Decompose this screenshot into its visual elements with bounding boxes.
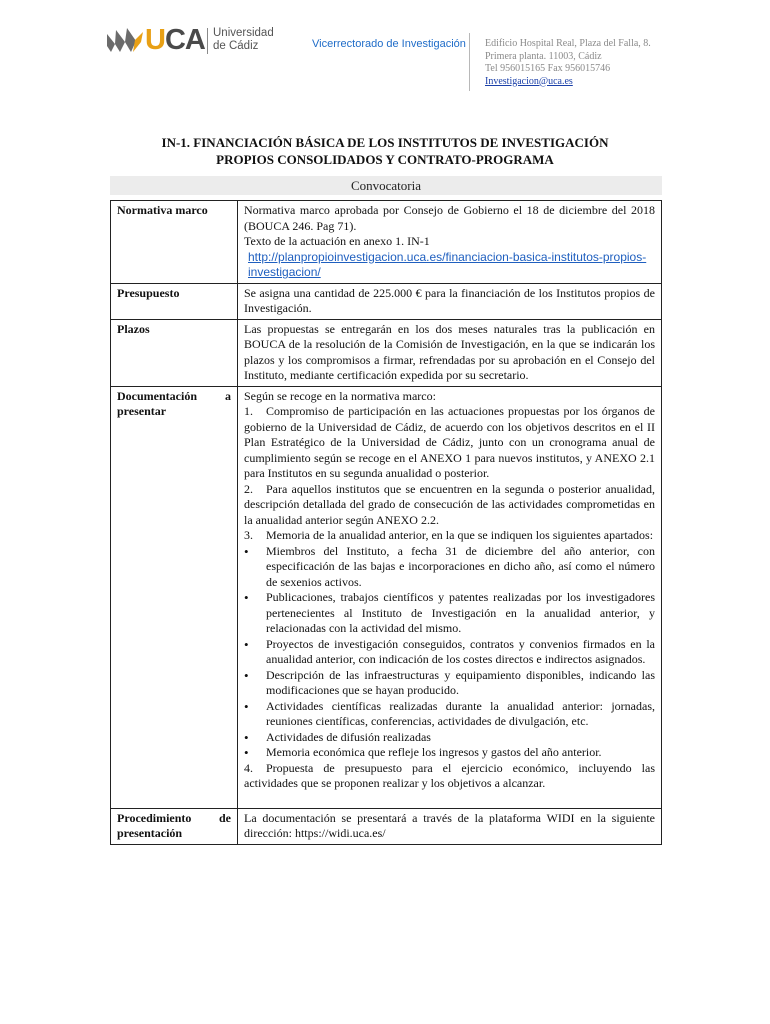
convocatoria-table xyxy=(110,200,662,845)
uca-logo-icon xyxy=(105,26,145,56)
vicerrectorado-link[interactable]: Vicerrectorado de Investigación xyxy=(312,38,466,50)
label-documentacion xyxy=(111,386,238,808)
header-address xyxy=(485,38,651,88)
list-item: • Actividades de difusión realizadas xyxy=(266,730,655,746)
list-item: • Memoria económica que refleje los ingresos y gastos del año anterior. xyxy=(266,745,655,761)
item-1-text: Compromiso de participación en las actuaciones propuestas por los órganos de gobierno de la Universidad de Cádiz, de acuerdo con los objetivos descritos en el II Plan Estratégico de la Universidad de Cádiz, junto con un cronograma anual de cumplimiento según se recoge en el ANEXO 1 para nuevos institutos, y ANEXO 2.1 para Institutos en su segunda anualidad o posterior. xyxy=(244,404,655,480)
title-line-2: PROPIOS CONSOLIDADOS Y CONTRATO-PROGRAMA xyxy=(216,152,554,167)
label-procedimiento-line-1: Procedimiento de xyxy=(117,810,231,825)
value-documentacion xyxy=(238,386,662,808)
title-line-1: IN-1. FINANCIACIÓN BÁSICA DE LOS INSTITUTOS DE INVESTIGACIÓN xyxy=(161,135,609,150)
uca-logo xyxy=(105,22,285,62)
value-plazos: Las propuestas se entregarán en los dos meses naturales tras la publicación en BOUCA de la resolución de la Comisión de Investigación, en la que se indicarán los plazos y los compromisos a firmar, refrendadas por su aprobación en el Consejo del Instituto, mediante certificación expedida por su secretario. xyxy=(238,319,662,386)
address-line-3: Tel 956015165 Fax 956015746 xyxy=(485,63,611,74)
normativa-anexo: Texto de la actuación en anexo 1. IN-1 xyxy=(244,234,430,248)
logo-divider xyxy=(207,28,208,54)
row-plazos xyxy=(111,319,662,386)
documentacion-item-3 xyxy=(244,528,655,544)
value-normativa xyxy=(238,201,662,284)
logo-brand-text xyxy=(145,24,205,57)
normativa-text: Normativa marco aprobada por Consejo de Gobierno el 18 de diciembre del 2018 (BOUCA 246. Pag 71). xyxy=(244,203,655,233)
document-title xyxy=(100,134,670,168)
item-2-number: 2. xyxy=(244,481,253,496)
label-procedimiento-line-2: presentación xyxy=(117,826,183,840)
list-item: • Miembros del Instituto, a fecha 31 de diciembre del año anterior, con especificación de las bajas e incorporaciones en dicho año, así como el número de sexenios activos. xyxy=(266,544,655,591)
label-plazos: Plazos xyxy=(111,319,238,386)
documentacion-intro: Según se recoge en la normativa marco: xyxy=(244,388,436,403)
item-3-text: Memoria de la anualidad anterior, en la que se indiquen los siguientes apartados: xyxy=(266,528,654,542)
item-1-number: 1. xyxy=(244,404,253,418)
logo-line-1: Universidad xyxy=(213,27,274,39)
logo-university-name xyxy=(213,27,274,53)
item-4-text: Propuesta de presupuesto para el ejercicio económico, incluyendo las actividades que se proponen realizar y los objetivos a alcanzar. xyxy=(244,760,655,790)
logo-brand-rest: CA xyxy=(164,24,205,56)
row-documentacion xyxy=(111,386,662,808)
label-documentacion-line-2: presentar xyxy=(117,404,167,418)
address-line-2: Primera planta. 11003, Cádiz xyxy=(485,50,602,62)
value-presupuesto: Se asigna una cantidad de 225.000 € para la financiación de los Institutos propios de Investigación. xyxy=(238,283,662,319)
page-header xyxy=(0,0,770,100)
documentacion-item-1 xyxy=(244,404,655,482)
email-link[interactable]: Investigacion@uca.es xyxy=(485,75,573,87)
address-line-1: Edificio Hospital Real, Plaza del Falla, 8. xyxy=(485,38,651,49)
value-procedimiento: La documentación se presentará a través de la plataforma WIDI en la siguiente dirección: https://widi.uca.es/ xyxy=(238,808,662,844)
row-normativa xyxy=(111,201,662,284)
list-item: • Publicaciones, trabajos científicos y patentes realizadas por los investigadores pertenecientes al Instituto de Investigación en la anualidad anterior, y relacionadas con la actividad del mismo. xyxy=(266,590,655,637)
documentacion-item-2 xyxy=(244,482,655,529)
item-4-number: 4. xyxy=(244,760,253,775)
label-normativa: Normativa marco xyxy=(111,201,238,284)
label-documentacion-line-1: Documentación a xyxy=(117,388,231,403)
section-heading: Convocatoria xyxy=(110,176,662,195)
logo-brand-accent: U xyxy=(145,24,165,56)
item-2-text: Para aquellos institutos que se encuentren en la segunda o posterior anualidad, descripción detallada del grado de consecución de las actividades comprometidas en la anualidad anterior según ANEXO 2.2. xyxy=(244,481,655,527)
list-item: • Actividades científicas realizadas durante la anualidad anterior: jornadas, reuniones científicas, conferencias, actividades de divulgación, etc. xyxy=(266,699,655,730)
list-item: • Descripción de las infraestructuras y equipamiento disponibles, indicando las modificaciones que se hayan producido. xyxy=(266,668,655,699)
label-presupuesto: Presupuesto xyxy=(111,283,238,319)
row-procedimiento xyxy=(111,808,662,844)
row-presupuesto xyxy=(111,283,662,319)
item-3-number: 3. xyxy=(244,528,253,542)
header-divider xyxy=(469,33,470,91)
label-procedimiento xyxy=(111,808,238,844)
documentacion-item-4 xyxy=(244,761,655,792)
memoria-bullet-list xyxy=(244,544,655,761)
normativa-link[interactable]: http://planpropioinvestigacion.uca.es/financiacion-basica-institutos-propios-investigacion/ xyxy=(248,249,647,279)
list-item: • Proyectos de investigación conseguidos, contratos y convenios firmados en la anualidad anterior, con indicación de los costes directos e indirectos asignados. xyxy=(266,637,655,668)
logo-line-2: de Cádiz xyxy=(213,40,259,52)
